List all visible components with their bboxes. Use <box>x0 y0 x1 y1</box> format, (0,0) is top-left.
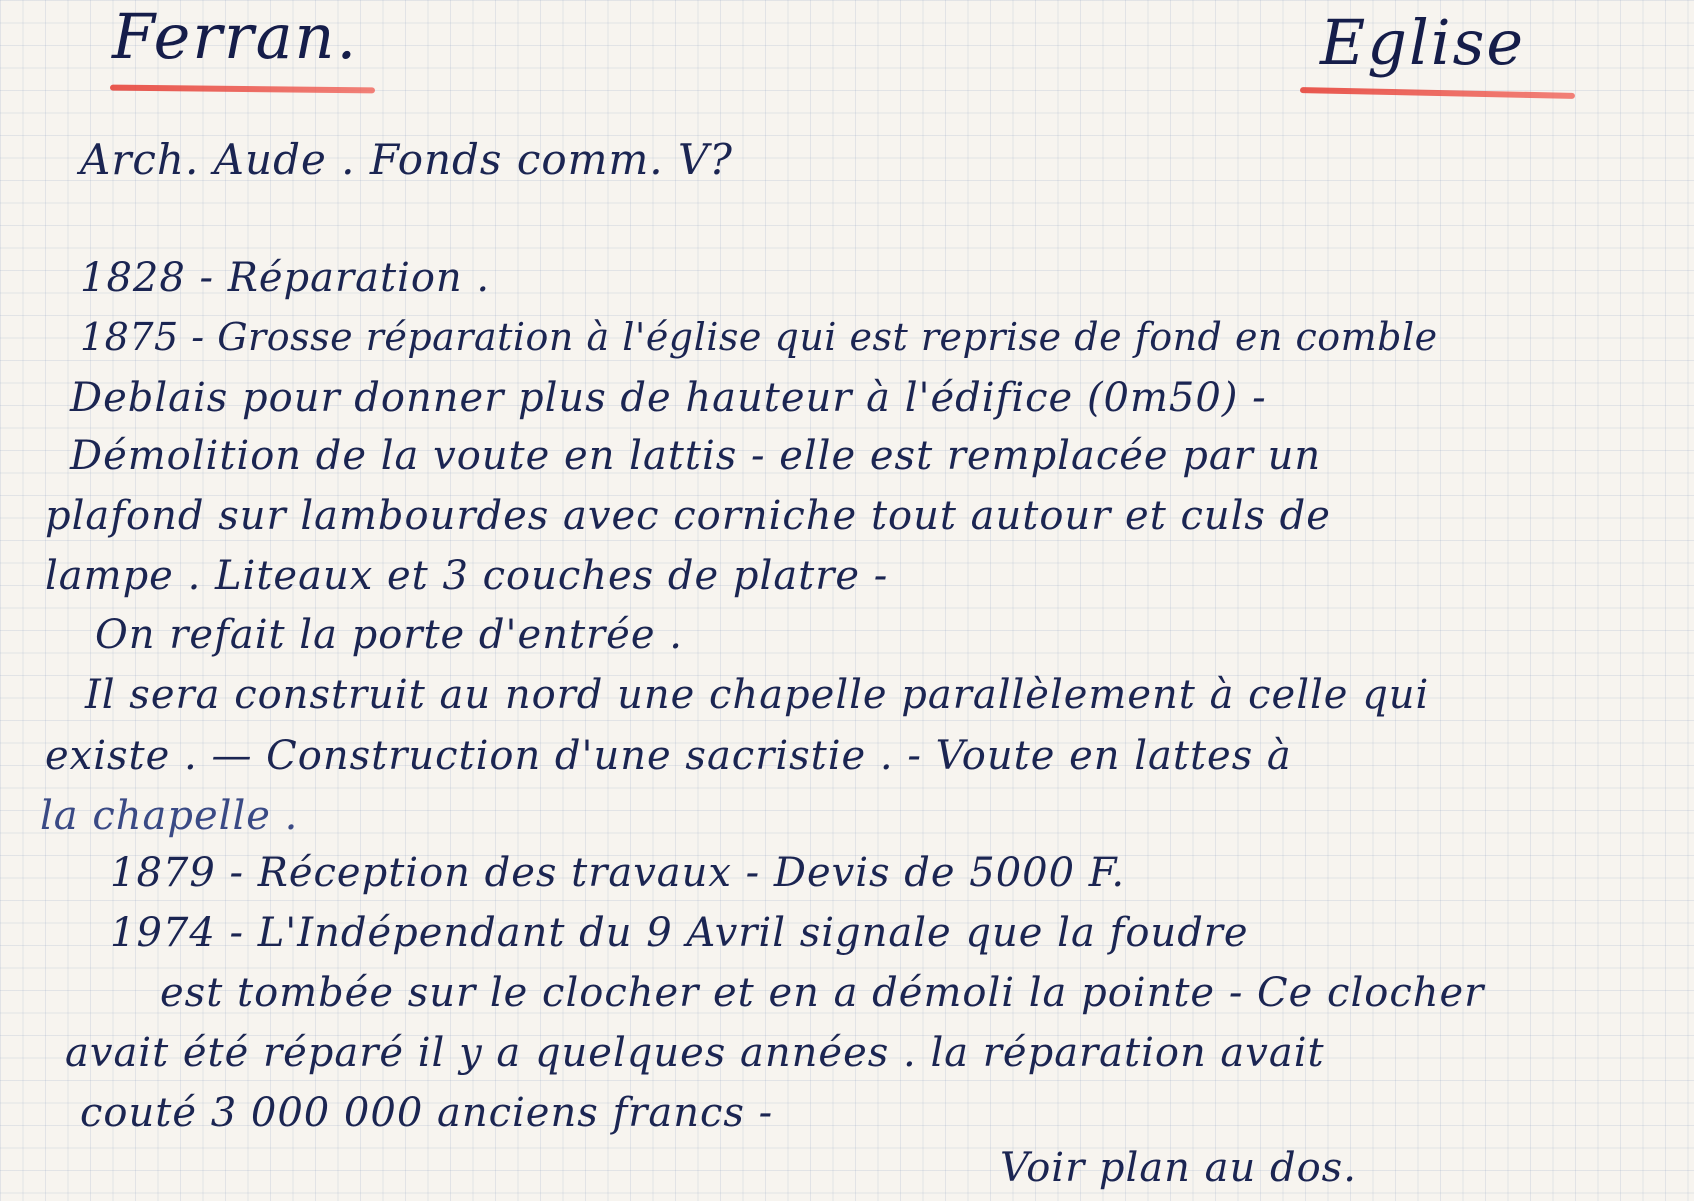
text-line: plafond sur lambourdes avec corniche tout autour et culs de <box>45 493 1331 539</box>
entry-1828: 1828 - Réparation . <box>80 255 491 301</box>
text-line: On refait la porte d'entrée . <box>95 612 683 658</box>
entry-1875: 1875 - Grosse réparation à l'église qui est reprise de fond en comble <box>80 315 1438 359</box>
commune-underline <box>110 85 375 94</box>
entry-1879: 1879 - Réception des travaux - Devis de 5000 F. <box>110 850 1126 896</box>
text-line: est tombée sur le clocher et en a démoli la pointe - Ce clocher <box>160 970 1485 1016</box>
text-line: Démolition de la voute en lattis - elle est remplacée par un <box>70 433 1322 479</box>
entry-1974: 1974 - L'Indépendant du 9 Avril signale que la foudre <box>110 910 1249 956</box>
text-line: lampe . Liteaux et 3 couches de platre - <box>45 553 889 599</box>
text-line: la chapelle . <box>40 793 299 839</box>
text-line: couté 3 000 000 anciens francs - <box>80 1090 774 1136</box>
see-plan-note: Voir plan au dos. <box>1000 1145 1357 1191</box>
source-reference: Arch. Aude . Fonds comm. V? <box>80 135 733 184</box>
text-line: existe . — Construction d'une sacristie . - Voute en lattes à <box>45 733 1292 779</box>
commune-title: Ferran. <box>112 0 359 73</box>
subject-title: Eglise <box>1320 6 1526 79</box>
text-line: Il sera construit au nord une chapelle parallèlement à celle qui <box>85 672 1430 718</box>
subject-underline <box>1300 87 1575 99</box>
text-line: avait été réparé il y a quelques années . la réparation avait <box>65 1030 1325 1076</box>
text-line: Deblais pour donner plus de hauteur à l'édifice (0m50) - <box>70 375 1267 421</box>
